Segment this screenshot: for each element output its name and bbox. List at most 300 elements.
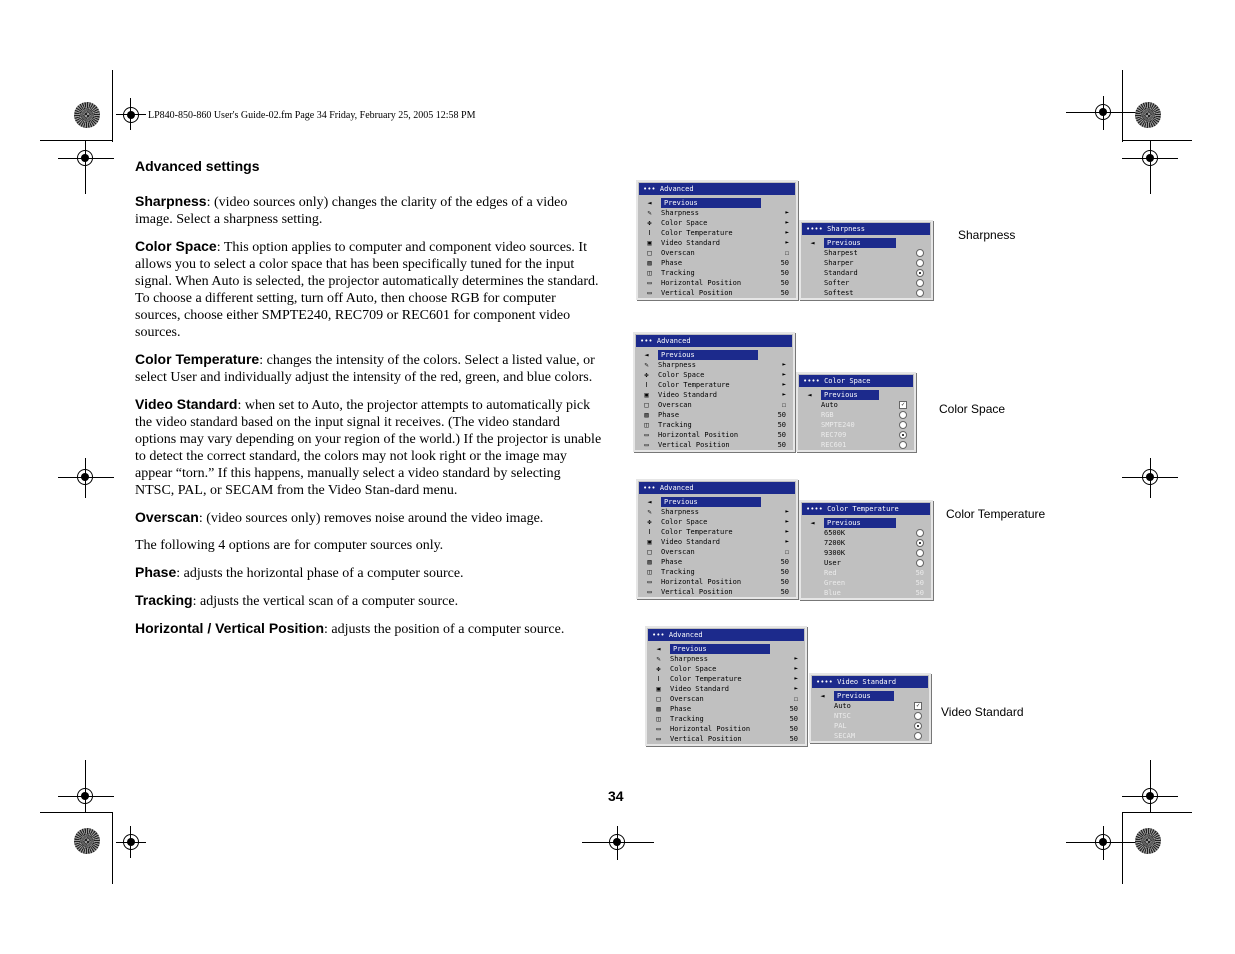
menu-item[interactable]: [639, 527, 795, 537]
menu-item-label: Phase: [661, 558, 683, 566]
submenu-option[interactable]: [802, 558, 930, 568]
menu-item[interactable]: [639, 587, 795, 597]
sharpness-icon: ✎: [647, 508, 652, 516]
option-label: Softest: [824, 289, 854, 297]
color-space-icon: ✤: [656, 665, 661, 673]
submenu-panel: [799, 500, 933, 600]
menu-item-value: 50: [780, 588, 789, 596]
menu-item-label: Tracking: [661, 568, 695, 576]
submenu-title: •••• Color Temperature: [802, 503, 930, 515]
radio-icon[interactable]: [916, 248, 924, 258]
advanced-menu-panel: [636, 479, 798, 599]
radio-icon[interactable]: [916, 548, 924, 558]
option-label: Standard: [824, 269, 858, 277]
sharpness-icon: ✎: [644, 361, 649, 369]
menu-item-value: 50: [789, 705, 798, 713]
thermometer-icon: ǀ: [656, 675, 661, 683]
menu-item[interactable]: [639, 497, 795, 507]
menu-item[interactable]: [636, 390, 792, 400]
paragraph: [135, 537, 603, 554]
radio-button[interactable]: [899, 411, 907, 419]
submenu-arrow-icon: ►: [782, 391, 786, 398]
color-space-icon: ✤: [644, 371, 649, 379]
overscan-icon: □: [647, 548, 652, 556]
paragraph-text: : adjusts the horizontal phase of a computer source.: [176, 566, 464, 581]
menu-item-value: 50: [780, 568, 789, 576]
submenu-arrow-icon: ►: [785, 239, 789, 246]
checkbox[interactable]: ✓: [899, 401, 907, 409]
menu-item[interactable]: [636, 350, 792, 360]
checkbox-icon[interactable]: [914, 701, 922, 711]
menu-item[interactable]: [636, 440, 792, 450]
submenu-title: •••• Video Standard: [812, 676, 928, 688]
paragraph: [135, 592, 603, 610]
menu-item-label: Vertical Position: [661, 588, 733, 596]
color-space-icon: ✤: [647, 518, 652, 526]
tracking-icon: ◫: [647, 568, 652, 576]
radio-button[interactable]: [916, 539, 924, 547]
submenu-title: •••• Color Space: [799, 375, 913, 387]
menu-item-label: Color Temperature: [658, 381, 730, 389]
option-label: 7200K: [824, 539, 846, 547]
paragraph-term: Horizontal / Vertical Position: [135, 620, 325, 636]
radio-button[interactable]: [916, 549, 924, 557]
menu-item-label: Overscan: [661, 249, 695, 257]
menu-item-label: Video Standard: [658, 391, 718, 399]
paragraph: [135, 564, 603, 582]
menu-item-label: Video Standard: [661, 239, 721, 247]
submenu-arrow-icon: ►: [785, 538, 789, 545]
menu-title: ••• Advanced: [639, 183, 795, 195]
radio-selected-icon[interactable]: [899, 430, 907, 440]
submenu-arrow-icon: ►: [785, 219, 789, 226]
menu-item[interactable]: [636, 430, 792, 440]
menu-item[interactable]: [636, 370, 792, 380]
menu-item-label: Overscan: [661, 548, 695, 556]
menu-item[interactable]: [639, 567, 795, 577]
left-arrow-icon: ◄: [647, 199, 652, 207]
menu-item[interactable]: [636, 380, 792, 390]
radio-selected-icon[interactable]: [916, 268, 924, 278]
menu-item-label: Video Standard: [661, 538, 721, 546]
phase-icon: ▨: [656, 705, 661, 713]
submenu-arrow-icon: ►: [785, 518, 789, 525]
menu-item[interactable]: [639, 577, 795, 587]
submenu-option[interactable]: [802, 528, 930, 538]
radio-icon[interactable]: [899, 420, 907, 430]
left-arrow-icon: ◄: [644, 351, 649, 359]
menu-item[interactable]: [648, 724, 804, 734]
vertical-position-icon: ▭: [644, 441, 649, 449]
left-arrow-icon: ◄: [810, 519, 815, 527]
submenu-option[interactable]: [802, 548, 930, 558]
menu-item-label: Overscan: [670, 695, 704, 703]
radio-button[interactable]: [916, 559, 924, 567]
submenu-option[interactable]: [802, 238, 930, 248]
menu-item[interactable]: [639, 218, 795, 228]
left-arrow-icon: ◄: [647, 498, 652, 506]
color-space-icon: ✤: [647, 219, 652, 227]
option-label: Previous: [821, 390, 879, 400]
option-value: 50: [915, 589, 924, 597]
menu-item-value: 50: [789, 715, 798, 723]
submenu-option[interactable]: [802, 268, 930, 278]
menu-item-label: Horizontal Position: [658, 431, 739, 439]
option-label: SECAM: [834, 732, 856, 740]
paragraph: [135, 509, 603, 527]
menu-item-value: 50: [780, 558, 789, 566]
submenu-option[interactable]: [802, 538, 930, 548]
menu-item-label: Vertical Position: [670, 735, 742, 743]
paragraph-term: Phase: [135, 564, 177, 580]
menu-item-label: Color Space: [661, 219, 708, 227]
menu-item-label: Previous: [661, 497, 761, 507]
option-label: User: [824, 559, 841, 567]
tracking-icon: ◫: [647, 269, 652, 277]
menu-caption: Video Standard: [941, 705, 1024, 719]
radio-icon[interactable]: [914, 731, 922, 741]
menu-item-label: Horizontal Position: [661, 279, 742, 287]
horizontal-position-icon: ▭: [647, 279, 652, 287]
radio-button[interactable]: [914, 722, 922, 730]
menu-item-label: Vertical Position: [661, 289, 733, 297]
radio-button[interactable]: [899, 421, 907, 429]
checkbox-icon: ☐: [781, 401, 786, 409]
menu-item-label: Previous: [661, 198, 761, 208]
radio-icon[interactable]: [916, 258, 924, 268]
option-label: Previous: [824, 518, 896, 528]
advanced-menu-panel: [633, 332, 795, 452]
option-label: REC709: [821, 431, 847, 439]
checkbox[interactable]: ✓: [914, 702, 922, 710]
submenu-option[interactable]: [802, 578, 930, 588]
phase-icon: ▨: [647, 558, 652, 566]
menu-item-label: Phase: [658, 411, 680, 419]
submenu-panel: [796, 372, 916, 452]
menu-item[interactable]: [639, 278, 795, 288]
left-arrow-icon: ◄: [656, 645, 661, 653]
submenu-option[interactable]: [799, 420, 913, 430]
menu-item-value: 50: [780, 259, 789, 267]
radio-button[interactable]: [899, 431, 907, 439]
thermometer-icon: ǀ: [647, 528, 652, 536]
menu-item[interactable]: [648, 704, 804, 714]
menu-item-label: Phase: [661, 259, 683, 267]
submenu-option[interactable]: [812, 721, 928, 731]
submenu-option[interactable]: [802, 568, 930, 578]
submenu-option[interactable]: [802, 288, 930, 298]
overscan-icon: □: [656, 695, 661, 703]
page-number: 34: [608, 788, 624, 804]
menu-item[interactable]: [639, 547, 795, 557]
horizontal-position-icon: ▭: [656, 725, 661, 733]
left-arrow-icon: ◄: [820, 692, 825, 700]
menu-item[interactable]: [639, 557, 795, 567]
phase-icon: ▨: [647, 259, 652, 267]
submenu-arrow-icon: ►: [785, 209, 789, 216]
submenu-arrow-icon: ►: [794, 675, 798, 682]
menu-item[interactable]: [639, 537, 795, 547]
submenu-arrow-icon: ►: [785, 528, 789, 535]
sharpness-icon: ✎: [647, 209, 652, 217]
paragraph-text: The following 4 options are for computer sources only.: [135, 538, 444, 553]
option-label: Auto: [821, 401, 838, 409]
paragraph-text: : (video sources only) changes the clarity of the edges of a video image. Select a sharpness setting.: [135, 195, 568, 227]
option-label: Softer: [824, 279, 850, 287]
section-title: Advanced settings: [135, 158, 260, 174]
menu-item-value: 50: [789, 725, 798, 733]
menu-item[interactable]: [648, 734, 804, 744]
submenu-option[interactable]: [799, 430, 913, 440]
radio-button[interactable]: [916, 259, 924, 267]
menu-item-value: 50: [780, 269, 789, 277]
menu-item[interactable]: [639, 517, 795, 527]
menu-item[interactable]: [639, 238, 795, 248]
paragraph-term: Color Space: [135, 238, 217, 254]
menu-item[interactable]: [648, 664, 804, 674]
radio-button[interactable]: [916, 279, 924, 287]
left-arrow-icon: ◄: [807, 391, 812, 399]
option-label: SMPTE240: [821, 421, 855, 429]
video-standard-icon: ▣: [647, 239, 652, 247]
menu-item[interactable]: [636, 410, 792, 420]
menu-item-label: Video Standard: [670, 685, 730, 693]
thermometer-icon: ǀ: [647, 229, 652, 237]
advanced-menu-panel: [636, 180, 798, 300]
paragraph-text: : changes the intensity of the colors. Select a listed value, or select User and individually adjust the intensity of the red, green, and blue colors.: [135, 353, 595, 385]
submenu-option[interactable]: [799, 400, 913, 410]
menu-item-value: 50: [777, 431, 786, 439]
submenu-arrow-icon: ►: [785, 229, 789, 236]
radio-icon[interactable]: [899, 440, 907, 450]
paragraph-text: : adjusts the position of a computer source.: [324, 622, 565, 637]
menu-item[interactable]: [636, 400, 792, 410]
paragraph: [135, 193, 603, 228]
option-label: Green: [824, 579, 846, 587]
menu-item-label: Previous: [658, 350, 758, 360]
radio-button[interactable]: [914, 732, 922, 740]
radio-icon[interactable]: [899, 410, 907, 420]
paragraph: [135, 351, 603, 386]
option-value: 50: [915, 569, 924, 577]
menu-title: ••• Advanced: [636, 335, 792, 347]
radio-button[interactable]: [916, 249, 924, 257]
video-standard-icon: ▣: [656, 685, 661, 693]
paragraph-text: : adjusts the vertical scan of a computer source.: [192, 594, 459, 609]
radio-selected-icon[interactable]: [916, 538, 924, 548]
submenu-arrow-icon: ►: [794, 655, 798, 662]
menu-item[interactable]: [648, 714, 804, 724]
menu-item-label: Vertical Position: [658, 441, 730, 449]
menu-item-value: 50: [777, 441, 786, 449]
menu-item-label: Sharpness: [670, 655, 708, 663]
radio-selected-icon[interactable]: [914, 721, 922, 731]
submenu-option[interactable]: [802, 258, 930, 268]
menu-item-value: 50: [777, 411, 786, 419]
option-label: Blue: [824, 589, 841, 597]
menu-item[interactable]: [636, 420, 792, 430]
menu-item-label: Overscan: [658, 401, 692, 409]
menu-caption: Color Temperature: [946, 507, 1046, 521]
tracking-icon: ◫: [656, 715, 661, 723]
menu-item-label: Tracking: [670, 715, 704, 723]
radio-button[interactable]: [916, 289, 924, 297]
vertical-position-icon: ▭: [656, 735, 661, 743]
menu-item-label: Tracking: [661, 269, 695, 277]
menu-item[interactable]: [648, 654, 804, 664]
file-header: LP840-850-860 User's Guide-02.fm Page 34 Friday, February 25, 2005 12:58 PM: [148, 110, 476, 121]
radio-button[interactable]: [914, 712, 922, 720]
menu-item[interactable]: [648, 674, 804, 684]
option-label: Sharpest: [824, 249, 858, 257]
menu-item[interactable]: [639, 507, 795, 517]
submenu-arrow-icon: ►: [794, 665, 798, 672]
overscan-icon: □: [644, 401, 649, 409]
submenu-arrow-icon: ►: [782, 381, 786, 388]
advanced-menu-panel: [645, 626, 807, 746]
menu-item-label: Color Space: [661, 518, 708, 526]
menu-item-value: 50: [780, 289, 789, 297]
menu-item[interactable]: [639, 258, 795, 268]
menu-item-value: 50: [789, 735, 798, 743]
menu-item-value: 50: [777, 421, 786, 429]
menu-item[interactable]: [648, 684, 804, 694]
menu-caption: Color Space: [939, 402, 1006, 416]
option-label: PAL: [834, 722, 847, 730]
sharpness-icon: ✎: [656, 655, 661, 663]
menu-item-label: Sharpness: [658, 361, 696, 369]
submenu-option[interactable]: [799, 410, 913, 420]
video-standard-icon: ▣: [647, 538, 652, 546]
paragraph-term: Color Temperature: [135, 351, 260, 367]
menu-item-value: 50: [780, 578, 789, 586]
radio-icon[interactable]: [914, 711, 922, 721]
advanced-settings-section: [135, 158, 603, 648]
radio-button[interactable]: [899, 441, 907, 449]
menu-title: ••• Advanced: [648, 629, 804, 641]
submenu-option[interactable]: [799, 390, 913, 400]
option-label: NTSC: [834, 712, 851, 720]
paragraph-term: Tracking: [135, 592, 193, 608]
menu-caption: Sharpness: [958, 228, 1016, 242]
submenu-arrow-icon: ►: [794, 685, 798, 692]
checkbox-icon[interactable]: [899, 400, 907, 410]
menu-item-value: 50: [780, 279, 789, 287]
left-arrow-icon: ◄: [810, 239, 815, 247]
checkbox-icon: ☐: [784, 548, 789, 556]
submenu-arrow-icon: ►: [782, 361, 786, 368]
submenu-arrow-icon: ►: [785, 508, 789, 515]
option-label: 9300K: [824, 549, 846, 557]
menu-item[interactable]: [639, 268, 795, 278]
menu-item[interactable]: [648, 694, 804, 704]
checkbox-icon: ☐: [793, 695, 798, 703]
option-label: Auto: [834, 702, 851, 710]
option-label: 6500K: [824, 529, 846, 537]
menu-item-label: Sharpness: [661, 508, 699, 516]
radio-icon[interactable]: [916, 528, 924, 538]
paragraph: [135, 238, 603, 341]
menu-item-label: Color Temperature: [661, 528, 733, 536]
menu-item-label: Phase: [670, 705, 692, 713]
option-label: REC601: [821, 441, 847, 449]
paragraph-list: [135, 193, 603, 638]
vertical-position-icon: ▭: [647, 289, 652, 297]
submenu-option[interactable]: [802, 588, 930, 598]
submenu-option[interactable]: [812, 691, 928, 701]
option-label: Previous: [834, 691, 894, 701]
radio-icon[interactable]: [916, 558, 924, 568]
menu-item-label: Previous: [670, 644, 770, 654]
overscan-icon: □: [647, 249, 652, 257]
menu-item[interactable]: [639, 208, 795, 218]
submenu-option[interactable]: [812, 701, 928, 711]
submenu-panel: [799, 220, 933, 300]
menu-item-label: Horizontal Position: [670, 725, 751, 733]
phase-icon: ▨: [644, 411, 649, 419]
menu-item-label: Color Space: [658, 371, 705, 379]
menu-item-label: Horizontal Position: [661, 578, 742, 586]
menu-item[interactable]: [639, 198, 795, 208]
vertical-position-icon: ▭: [647, 588, 652, 596]
paragraph-term: Video Standard: [135, 396, 238, 412]
submenu-option[interactable]: [812, 711, 928, 721]
paragraph: [135, 396, 603, 499]
menu-item-label: Sharpness: [661, 209, 699, 217]
submenu-panel: [809, 673, 931, 743]
submenu-arrow-icon: ►: [782, 371, 786, 378]
menu-item-label: Tracking: [658, 421, 692, 429]
menu-item[interactable]: [639, 288, 795, 298]
video-standard-icon: ▣: [644, 391, 649, 399]
radio-icon[interactable]: [916, 288, 924, 298]
menu-item-label: Color Space: [670, 665, 717, 673]
menu-item-label: Color Temperature: [661, 229, 733, 237]
paragraph-text: : (video sources only) removes noise around the video image.: [198, 511, 544, 526]
submenu-option[interactable]: [799, 440, 913, 450]
paragraph: [135, 620, 603, 638]
checkbox-icon: ☐: [784, 249, 789, 257]
option-value: 50: [915, 579, 924, 587]
radio-button[interactable]: [916, 269, 924, 277]
paragraph-term: Sharpness: [135, 193, 207, 209]
submenu-option[interactable]: [802, 248, 930, 258]
radio-icon[interactable]: [916, 278, 924, 288]
tracking-icon: ◫: [644, 421, 649, 429]
menu-title: ••• Advanced: [639, 482, 795, 494]
menu-item-label: Color Temperature: [670, 675, 742, 683]
submenu-option[interactable]: [802, 518, 930, 528]
option-label: Previous: [824, 238, 896, 248]
radio-button[interactable]: [916, 529, 924, 537]
submenu-option[interactable]: [802, 278, 930, 288]
paragraph-text: : This option applies to computer and component video sources. It allows you to select a color space that has been specifically tuned for the input signal. When Auto is selected, the projector automatically determines the standard. To choose a different setting, turn off Auto, then choose RGB for computer sources, choose either SMPTE240, REC709 or REC601 for component video sources.: [135, 240, 599, 340]
horizontal-position-icon: ▭: [647, 578, 652, 586]
paragraph-text: : when set to Auto, the projector attempts to automatically pick the video standard based on the input signal it receives. (The video standard options may vary depending on your region of the world.) If the projector is unable to detect the correct standard, the colors may not look right or the image may appear “torn.” If this happens, manually select a video standard by selecting NTSC, PAL, or SECAM from the Video Stan-dard menu.: [135, 398, 602, 498]
submenu-option[interactable]: [812, 731, 928, 741]
menu-item[interactable]: [639, 228, 795, 238]
paragraph-term: Overscan: [135, 509, 199, 525]
horizontal-position-icon: ▭: [644, 431, 649, 439]
menu-item[interactable]: [636, 360, 792, 370]
option-label: Red: [824, 569, 837, 577]
menu-item[interactable]: [648, 644, 804, 654]
option-label: Sharper: [824, 259, 854, 267]
option-label: RGB: [821, 411, 834, 419]
menu-item[interactable]: [639, 248, 795, 258]
submenu-title: •••• Sharpness: [802, 223, 930, 235]
thermometer-icon: ǀ: [644, 381, 649, 389]
